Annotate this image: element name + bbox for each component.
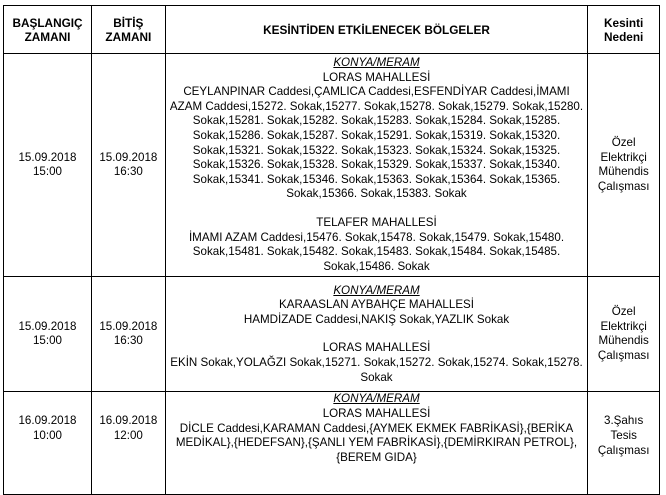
street-list: CEYLANPINAR Caddesi,ÇAMLICA Caddesi,ESFENDİYAR Caddesi,İMAMI AZAM Caddesi,15272. Sokak,15277. Sokak,15278. Sokak,15279. Sokak,15280. Sokak,15281. Sokak,15282. Sokak,15283. Sokak,15284. Sokak,15285. Sokak,15286. Sokak,15287. Sokak,15291. Sokak,15319. Sokak,15320. Sokak,15321. Sokak,15322. Sokak,15323. Sokak,15324. Sokak,15325. Sokak,15326. Sokak,15328. Sokak,15329. Sokak,15337. Sokak,15340. Sokak,15341. Sokak,15346. Sokak,15363. Sokak,15364. Sokak,15365. Sokak,15366. Sokak,15383. Sokak bbox=[169, 85, 584, 201]
start-time-cell: 16.09.2018 10:00 bbox=[4, 392, 92, 495]
neighborhood-name: LORAS MAHALLESİ bbox=[322, 341, 431, 355]
end-time-cell: 15.09.2018 16:30 bbox=[92, 277, 166, 392]
region-name: KONYA/MERAM bbox=[333, 56, 420, 69]
outage-table bbox=[3, 5, 660, 495]
header-start-time: BAŞLANGIÇ ZAMANI bbox=[4, 6, 92, 54]
header-row bbox=[4, 6, 660, 54]
affected-areas-cell bbox=[165, 277, 588, 392]
outage-reason-cell: Özel Elektrikçi Mühendis Çalışması bbox=[588, 277, 660, 392]
affected-areas-cell bbox=[165, 392, 588, 495]
table-row bbox=[4, 277, 660, 392]
table-row bbox=[4, 392, 660, 495]
header-affected-areas: KESİNTİDEN ETKİLENECEK BÖLGELER bbox=[165, 6, 588, 54]
street-list: İMAMI AZAM Caddesi,15476. Sokak,15478. Sokak,15479. Sokak,15480. Sokak,15481. Sokak,15482. Sokak,15483. Sokak,15484. Sokak,15485. Sokak,15486. Sokak bbox=[188, 230, 565, 273]
neighborhood-name: TELAFER MAHALLESİ bbox=[316, 215, 437, 229]
end-time-cell: 16.09.2018 12:00 bbox=[92, 392, 166, 495]
table-row bbox=[4, 54, 660, 277]
affected-areas-cell bbox=[165, 54, 588, 277]
header-end-time: BİTİŞ ZAMANI bbox=[92, 6, 166, 54]
street-list: HAMDİZADE Caddesi,NAKIŞ Sokak,YAZLIK Sokak bbox=[243, 312, 510, 326]
start-time-cell: 15.09.2018 15:00 bbox=[4, 54, 92, 277]
street-list: EKİN Sokak,YOLAĞZI Sokak,15271. Sokak,15272. Sokak,15274. Sokak,15278. Sokak bbox=[170, 355, 583, 384]
outage-reason-cell: Özel Elektrikçi Mühendis Çalışması bbox=[588, 54, 660, 277]
neighborhood-name: LORAS MAHALLESİ bbox=[322, 70, 431, 84]
neighborhood-name: LORAS MAHALLESİ bbox=[322, 406, 431, 420]
region-name: KONYA/MERAM bbox=[333, 392, 420, 406]
outage-reason-cell: 3.Şahıs Tesis Çalışması bbox=[588, 392, 660, 495]
region-name: KONYA/MERAM bbox=[333, 283, 420, 297]
street-list: DİCLE Caddesi,KARAMAN Caddesi,{AYMEK EKMEK FABRİKASİ},{BERİKA MEDİKAL},{HEDEFSAN},{ŞANLI YEM FABRİKASİ},{DEMİRKIRAN PETROL},{BEREM GIDA} bbox=[175, 421, 578, 464]
header-outage-reason: Kesinti Nedeni bbox=[588, 6, 660, 54]
neighborhood-name: KARAASLAN AYBAHÇE MAHALLESİ bbox=[278, 298, 475, 312]
end-time-cell: 15.09.2018 16:30 bbox=[92, 54, 166, 277]
start-time-cell: 15.09.2018 15:00 bbox=[4, 277, 92, 392]
